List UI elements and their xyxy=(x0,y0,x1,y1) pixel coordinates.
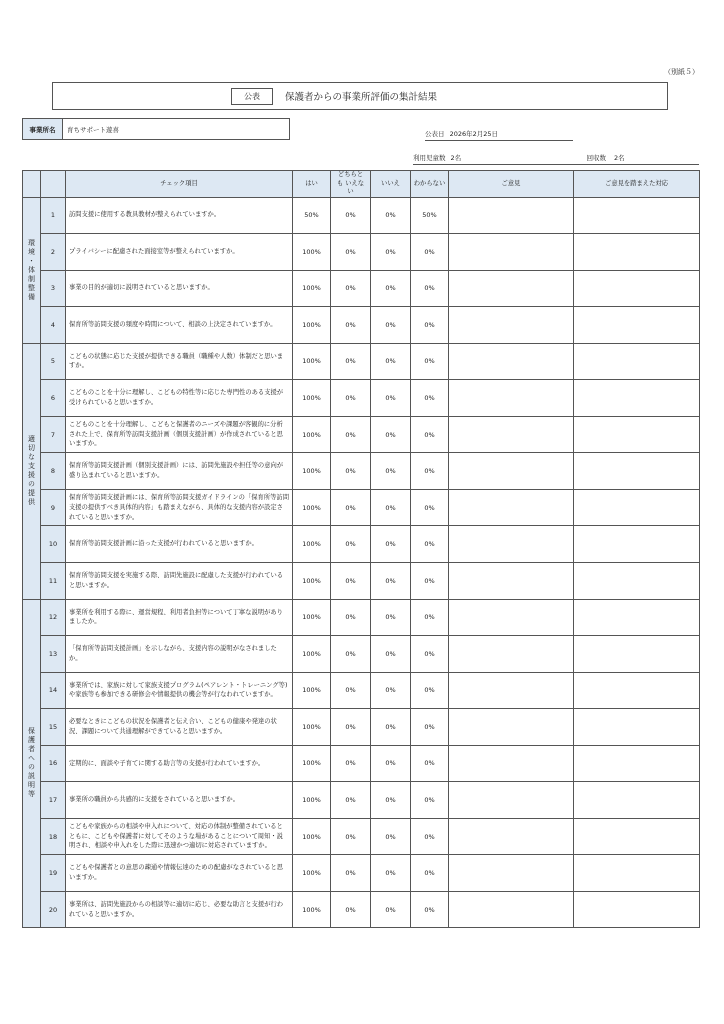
table-row xyxy=(23,270,700,307)
no-percent: 0% xyxy=(371,782,411,819)
row-number: 10 xyxy=(41,526,66,563)
opinion-cell xyxy=(449,855,574,892)
response-cell xyxy=(574,891,700,928)
response-cell xyxy=(574,416,700,453)
neither-percent: 0% xyxy=(331,782,371,819)
row-number: 15 xyxy=(41,709,66,746)
yes-percent: 100% xyxy=(293,709,331,746)
question-text: こどものことを十分に理解し、こどもの特性等に応じた専門性のある支援が受けられていると思いますか。 xyxy=(66,380,293,417)
no-percent: 0% xyxy=(371,343,411,380)
users-count: 2名 xyxy=(450,154,462,162)
opinion-cell xyxy=(449,416,574,453)
response-cell xyxy=(574,599,700,636)
row-number: 12 xyxy=(41,599,66,636)
question-text: こどもや家族からの相談や申入れについて、対応の体制が整備されているとともに、こどもや保護者に対してそのような場があることについて周知・説明され、相談や申入れをした際に迅速かつ適切に対応されていますか。 xyxy=(66,818,293,855)
opinion-cell xyxy=(449,891,574,928)
question-text: 保育所等訪問支援計画（個別支援計画）には、訪問先施設や担任等の意向が盛り込まれていると思いますか。 xyxy=(66,453,293,490)
opinion-cell xyxy=(449,818,574,855)
opinion-cell xyxy=(449,782,574,819)
responses-count: 2名 xyxy=(614,154,625,162)
response-cell xyxy=(574,636,700,673)
row-number: 9 xyxy=(41,489,66,526)
yes-percent: 100% xyxy=(293,672,331,709)
neither-percent: 0% xyxy=(331,562,371,599)
neither-percent: 0% xyxy=(331,343,371,380)
unknown-percent: 0% xyxy=(411,526,449,563)
opinion-cell xyxy=(449,562,574,599)
question-text: 保育所等訪問支援を実施する際、訪問先施設に配慮した支援が行われていると思いますか。 xyxy=(66,562,293,599)
unknown-percent: 0% xyxy=(411,745,449,782)
header-opinion: ご意見 xyxy=(449,171,574,198)
yes-percent: 50% xyxy=(293,197,331,234)
yes-percent: 100% xyxy=(293,599,331,636)
row-number: 4 xyxy=(41,307,66,344)
row-number: 16 xyxy=(41,745,66,782)
header-unknown: わからない xyxy=(411,171,449,198)
title-box xyxy=(52,82,668,110)
question-text: 保育所等訪問支援計画には、保育所等訪問支援ガイドラインの「保育所等訪問支援の提供すべき具体的内容」も踏まえながら、具体的な支援内容が設定されていると思いますか。 xyxy=(66,489,293,526)
page-title: 保護者からの事業所評価の集計結果 xyxy=(285,92,438,103)
response-cell xyxy=(574,818,700,855)
response-cell xyxy=(574,526,700,563)
table-row xyxy=(23,197,700,234)
row-number: 18 xyxy=(41,818,66,855)
yes-percent: 100% xyxy=(293,380,331,417)
attachment-label: （別紙５） xyxy=(664,68,699,76)
response-cell xyxy=(574,234,700,271)
yes-percent: 100% xyxy=(293,234,331,271)
yes-percent: 100% xyxy=(293,891,331,928)
unknown-percent: 0% xyxy=(411,380,449,417)
no-percent: 0% xyxy=(371,453,411,490)
publish-date xyxy=(425,129,573,141)
office-field xyxy=(22,118,290,140)
question-text: 事業所の職員から共感的に支援をされていると思いますか。 xyxy=(66,782,293,819)
question-text: 定期的に、面談や子育てに関する助言等の支援が行われていますか。 xyxy=(66,745,293,782)
question-text: 事業所は、訪問先施設からの相談等に適切に応じ、必要な助言と支援が行われていると思いますか。 xyxy=(66,891,293,928)
response-cell xyxy=(574,197,700,234)
unknown-percent: 0% xyxy=(411,562,449,599)
question-text: こどもや保護者との意思の疎通や情報伝達のための配慮がなされていると思いますか。 xyxy=(66,855,293,892)
publish-date-value: 2026年2月25日 xyxy=(449,130,499,138)
table-row xyxy=(23,234,700,271)
table-row xyxy=(23,782,700,819)
table-row xyxy=(23,380,700,417)
opinion-cell xyxy=(449,709,574,746)
opinion-cell xyxy=(449,672,574,709)
no-percent: 0% xyxy=(371,489,411,526)
opinion-cell xyxy=(449,636,574,673)
opinion-cell xyxy=(449,745,574,782)
unknown-percent: 0% xyxy=(411,782,449,819)
question-text: 必要なときにこどもの状況を保護者と伝え合い、こどもの健康や発達の状況、課題について共通理解ができていると思いますか。 xyxy=(66,709,293,746)
neither-percent: 0% xyxy=(331,745,371,782)
neither-percent: 0% xyxy=(331,453,371,490)
office-label: 事業所名 xyxy=(23,119,63,139)
opinion-cell xyxy=(449,453,574,490)
no-percent: 0% xyxy=(371,307,411,344)
yes-percent: 100% xyxy=(293,855,331,892)
no-percent: 0% xyxy=(371,599,411,636)
category-label: 適切な支援の提供 xyxy=(23,343,41,599)
response-cell xyxy=(574,745,700,782)
header-no: いいえ xyxy=(371,171,411,198)
neither-percent: 0% xyxy=(331,526,371,563)
neither-percent: 0% xyxy=(331,307,371,344)
opinion-cell xyxy=(449,270,574,307)
question-text: こどもの状態に応じた支援が提供できる職員（職種や人数）体制だと思いますか。 xyxy=(66,343,293,380)
neither-percent: 0% xyxy=(331,636,371,673)
unknown-percent: 0% xyxy=(411,416,449,453)
question-text: 保育所等訪問支援計画に沿った支援が行われていると思いますか。 xyxy=(66,526,293,563)
response-cell xyxy=(574,782,700,819)
question-text: プライバシーに配慮された面接室等が整えられていますか。 xyxy=(66,234,293,271)
neither-percent: 0% xyxy=(331,818,371,855)
row-number: 6 xyxy=(41,380,66,417)
table-row xyxy=(23,453,700,490)
yes-percent: 100% xyxy=(293,636,331,673)
row-number: 7 xyxy=(41,416,66,453)
unknown-percent: 0% xyxy=(411,234,449,271)
unknown-percent: 0% xyxy=(411,453,449,490)
question-text: 事業所を利用する際に、運営規程、利用者負担等について丁寧な説明がありましたか。 xyxy=(66,599,293,636)
neither-percent: 0% xyxy=(331,197,371,234)
header-response: ご意見を踏まえた対応 xyxy=(574,171,700,198)
row-number: 2 xyxy=(41,234,66,271)
unknown-percent: 0% xyxy=(411,672,449,709)
office-name: 育ちサポート遊喜 xyxy=(67,125,119,134)
neither-percent: 0% xyxy=(331,709,371,746)
question-text: 「保育所等訪問支援計画」を示しながら、支援内容の説明がなされましたか。 xyxy=(66,636,293,673)
question-text: 訪問支援に使用する教具教材が整えられていますか。 xyxy=(66,197,293,234)
row-number: 14 xyxy=(41,672,66,709)
neither-percent: 0% xyxy=(331,855,371,892)
publish-date-label: 公表日 xyxy=(425,130,445,138)
row-number: 5 xyxy=(41,343,66,380)
response-cell xyxy=(574,380,700,417)
no-percent: 0% xyxy=(371,380,411,417)
table-row xyxy=(23,526,700,563)
opinion-cell xyxy=(449,307,574,344)
no-percent: 0% xyxy=(371,745,411,782)
row-number: 1 xyxy=(41,197,66,234)
yes-percent: 100% xyxy=(293,453,331,490)
unknown-percent: 0% xyxy=(411,307,449,344)
unknown-percent: 0% xyxy=(411,636,449,673)
neither-percent: 0% xyxy=(331,416,371,453)
category-label: 保護者への説明等 xyxy=(23,599,41,928)
neither-percent: 0% xyxy=(331,270,371,307)
table-row xyxy=(23,672,700,709)
row-number: 8 xyxy=(41,453,66,490)
users-label: 利用児童数 xyxy=(413,154,446,162)
response-cell xyxy=(574,270,700,307)
row-number: 11 xyxy=(41,562,66,599)
opinion-cell xyxy=(449,197,574,234)
yes-percent: 100% xyxy=(293,270,331,307)
question-text: 事業所では、家族に対して家族支援プログラム(ペアレント・トレーニング等)や家族等も参加できる研修会や情報提供の機会等が行なわれていますか。 xyxy=(66,672,293,709)
table-row xyxy=(23,489,700,526)
table-row xyxy=(23,416,700,453)
neither-percent: 0% xyxy=(331,489,371,526)
row-number: 13 xyxy=(41,636,66,673)
yes-percent: 100% xyxy=(293,307,331,344)
counts xyxy=(413,153,699,165)
response-cell xyxy=(574,307,700,344)
opinion-cell xyxy=(449,526,574,563)
table-row xyxy=(23,818,700,855)
header-neither: どちらとも いえない xyxy=(331,171,371,198)
row-number: 3 xyxy=(41,270,66,307)
row-number: 19 xyxy=(41,855,66,892)
unknown-percent: 0% xyxy=(411,343,449,380)
response-cell xyxy=(574,453,700,490)
question-text: 事業の目的が適切に説明されていると思いますか。 xyxy=(66,270,293,307)
yes-percent: 100% xyxy=(293,343,331,380)
responses-label: 回収数 xyxy=(586,154,606,162)
response-cell xyxy=(574,562,700,599)
no-percent: 0% xyxy=(371,672,411,709)
no-percent: 0% xyxy=(371,234,411,271)
no-percent: 0% xyxy=(371,270,411,307)
row-number: 17 xyxy=(41,782,66,819)
table-row xyxy=(23,855,700,892)
no-percent: 0% xyxy=(371,636,411,673)
no-percent: 0% xyxy=(371,197,411,234)
no-percent: 0% xyxy=(371,526,411,563)
table-row xyxy=(23,636,700,673)
no-percent: 0% xyxy=(371,709,411,746)
evaluation-table xyxy=(22,170,700,928)
response-cell xyxy=(574,855,700,892)
opinion-cell xyxy=(449,380,574,417)
unknown-percent: 0% xyxy=(411,489,449,526)
unknown-percent: 0% xyxy=(411,709,449,746)
neither-percent: 0% xyxy=(331,599,371,636)
yes-percent: 100% xyxy=(293,416,331,453)
header-yes: はい xyxy=(293,171,331,198)
neither-percent: 0% xyxy=(331,672,371,709)
table-row xyxy=(23,307,700,344)
no-percent: 0% xyxy=(371,891,411,928)
question-text: こどものことを十分理解し、こどもと保護者のニーズや課題が客観的に分析された上で、保育所等訪問支援計画（個別支援計画）が作成されていると思いますか。 xyxy=(66,416,293,453)
yes-percent: 100% xyxy=(293,526,331,563)
header-check: チェック項目 xyxy=(66,171,293,198)
table-header xyxy=(23,171,700,198)
unknown-percent: 0% xyxy=(411,270,449,307)
neither-percent: 0% xyxy=(331,891,371,928)
opinion-cell xyxy=(449,599,574,636)
question-text: 保育所等訪問支援の頻度や時間について、相談の上決定されていますか。 xyxy=(66,307,293,344)
unknown-percent: 0% xyxy=(411,855,449,892)
no-percent: 0% xyxy=(371,818,411,855)
yes-percent: 100% xyxy=(293,489,331,526)
category-label: 環境・体制整備 xyxy=(23,197,41,343)
yes-percent: 100% xyxy=(293,745,331,782)
table-row xyxy=(23,891,700,928)
table-row xyxy=(23,343,700,380)
neither-percent: 0% xyxy=(331,380,371,417)
yes-percent: 100% xyxy=(293,818,331,855)
response-cell xyxy=(574,709,700,746)
table-row xyxy=(23,745,700,782)
opinion-cell xyxy=(449,489,574,526)
no-percent: 0% xyxy=(371,416,411,453)
row-number: 20 xyxy=(41,891,66,928)
neither-percent: 0% xyxy=(331,234,371,271)
public-tag: 公表 xyxy=(231,88,273,105)
response-cell xyxy=(574,672,700,709)
yes-percent: 100% xyxy=(293,562,331,599)
no-percent: 0% xyxy=(371,562,411,599)
yes-percent: 100% xyxy=(293,782,331,819)
opinion-cell xyxy=(449,234,574,271)
response-cell xyxy=(574,489,700,526)
table-row xyxy=(23,599,700,636)
unknown-percent: 0% xyxy=(411,891,449,928)
no-percent: 0% xyxy=(371,855,411,892)
unknown-percent: 0% xyxy=(411,818,449,855)
unknown-percent: 50% xyxy=(411,197,449,234)
table-row xyxy=(23,709,700,746)
opinion-cell xyxy=(449,343,574,380)
unknown-percent: 0% xyxy=(411,599,449,636)
table-row xyxy=(23,562,700,599)
response-cell xyxy=(574,343,700,380)
